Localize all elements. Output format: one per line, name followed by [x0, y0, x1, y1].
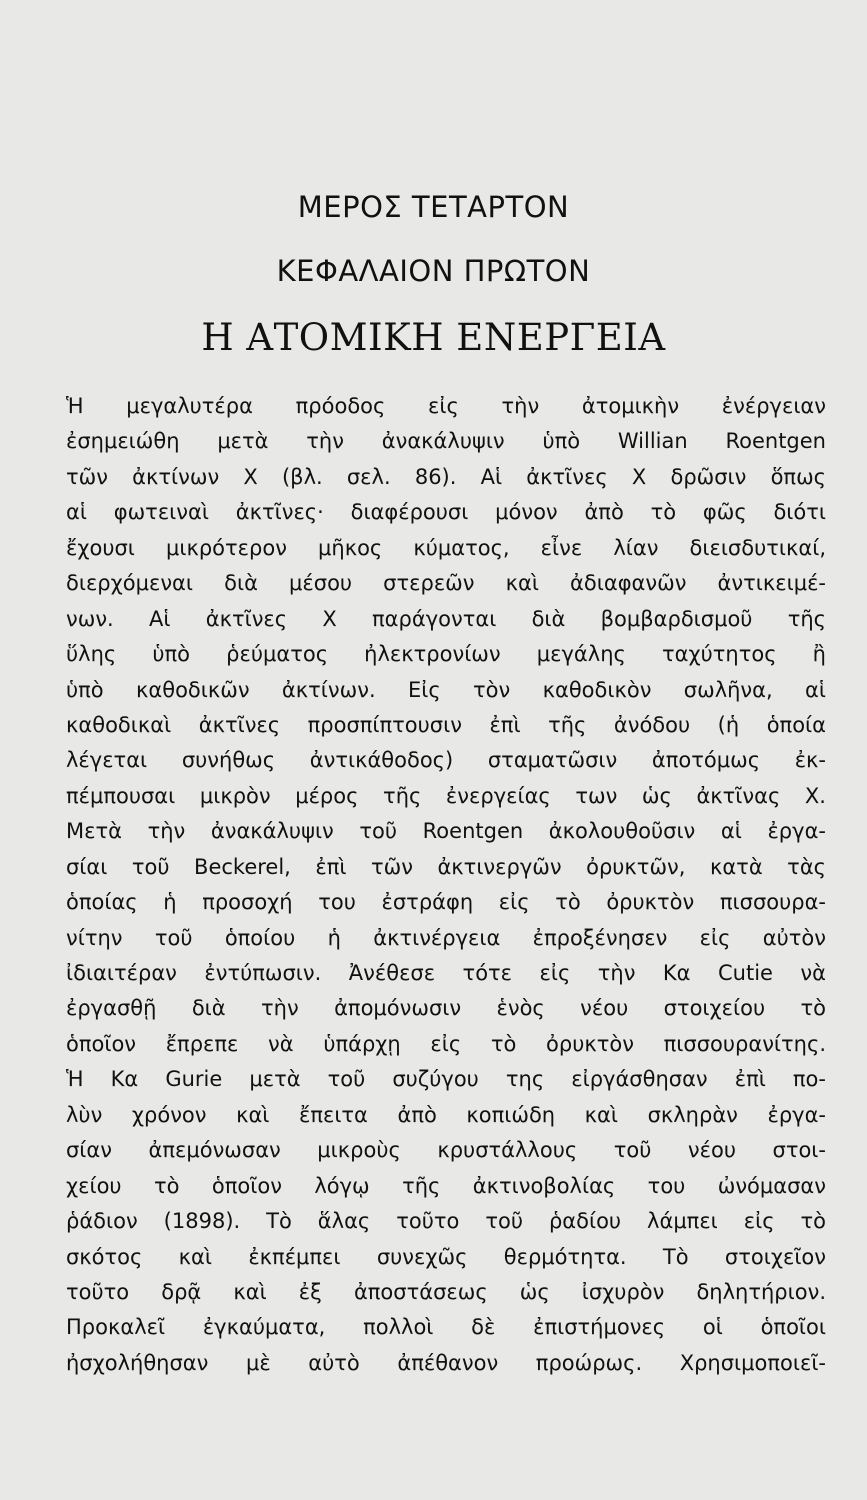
text-line: ὁποίας ἡ προσοχή του ἐστράφη εἰς τὸ ὀρυκτὸν πισσουρα-: [66, 890, 826, 915]
text-line: ὕλης ὑπὸ ῥεύματος ἠλεκτρονίων μεγάλης ταχύτητος ἢ: [66, 642, 826, 667]
text-line: ἐσημειώθη μετὰ τὴν ἀνακάλυψιν ὑπὸ Willian Roentgen: [66, 429, 826, 454]
text-line: Προκαλεῖ ἐγκαύματα, πολλοὶ δὲ ἐπιστήμονες οἱ ὁποῖοι: [66, 1315, 826, 1340]
text-line: ἔχουσι μικρότερον μῆκος κύματος, εἶνε λίαν διεισδυτικαί,: [66, 535, 826, 560]
text-line: σίαι τοῦ Beckerel, ἐπὶ τῶν ἀκτινεργῶν ὀρυκτῶν, κατὰ τὰς: [66, 854, 826, 879]
text-line: λὺν χρόνον καὶ ἔπειτα ἀπὸ κοπιώδη καὶ σκληρὰν ἐργα-: [66, 1102, 826, 1127]
body-text: [66, 389, 826, 1381]
text-line: σίαν ἀπεμόνωσαν μικροὺς κρυστάλλους τοῦ νέου στοι-: [66, 1138, 826, 1163]
text-line: νίτην τοῦ ὁποίου ἡ ἀκτινέργεια ἐπροξένησεν εἰς αὐτὸν: [66, 925, 826, 950]
text-line: διερχόμεναι διὰ μέσου στερεῶν καὶ ἀδιαφανῶν ἀντικειμέ-: [66, 571, 826, 596]
text-line: ῥάδιον (1898). Τὸ ἅλας τοῦτο τοῦ ῥαδίου λάμπει εἰς τὸ: [66, 1209, 826, 1234]
text-line: ὁποῖον ἔπρεπε νὰ ὑπάρχῃ εἰς τὸ ὀρυκτὸν πισσουρανίτης.: [66, 1031, 826, 1056]
text-line: ἠσχολήθησαν μὲ αὐτὸ ἀπέθανον προώρως. Χρησιμοποιεῖ-: [66, 1350, 826, 1375]
text-line: σκότος καὶ ἐκπέμπει συνεχῶς θερμότητα. Τὸ στοιχεῖον: [66, 1244, 826, 1269]
text-line: λέγεται συνήθως ἀντικάθοδος) σταματῶσιν ἀποτόμως ἐκ-: [66, 748, 826, 773]
text-line: ἰδιαιτέραν ἐντύπωσιν. Ἀνέθεσε τότε εἰς τὴν Κα Cutie νὰ: [66, 961, 826, 985]
text-line: ὑπὸ καθοδικῶν ἀκτίνων. Εἰς τὸν καθοδικὸν σωλῆνα, αἱ: [66, 677, 826, 702]
text-line: νων. Αἱ ἀκτῖνες Χ παράγονται διὰ βομβαρδισμοῦ τῆς: [66, 606, 826, 631]
text-line: Ἡ Κα Gurie μετὰ τοῦ συζύγου της εἰργάσθησαν ἐπὶ πο-: [66, 1067, 826, 1092]
main-title: Η ΑΤΟΜΙΚΗ ΕΝΕΡΓΕΙΑ: [201, 316, 666, 359]
text-line: Ἡ μεγαλυτέρα πρόοδος εἰς τὴν ἀτομικὴν ἐνέργειαν: [66, 394, 826, 418]
text-line: Μετὰ τὴν ἀνακάλυψιν τοῦ Roentgen ἀκολουθοῦσιν αἱ ἐργα-: [66, 819, 826, 844]
text-line: τῶν ἀκτίνων Χ (βλ. σελ. 86). Αἱ ἀκτῖνες Χ δρῶσιν ὅπως: [66, 464, 826, 489]
part-title: ΜΕΡΟΣ ΤΕΤΑΡΤΟΝ: [297, 190, 570, 224]
text-line: καθοδικαὶ ἀκτῖνες προσπίπτουσιν ἐπὶ τῆς ἀνόδου (ἡ ὁποία: [66, 712, 826, 737]
text-line: πέμπουσαι μικρὸν μέρος τῆς ἐνεργείας των ὡς ἀκτῖνας Χ.: [66, 783, 826, 808]
text-line: χείου τὸ ὁποῖον λόγῳ τῆς ἀκτινοβολίας του ὠνόμασαν: [66, 1173, 826, 1198]
text-line: ἐργασθῇ διὰ τὴν ἀπομόνωσιν ἑνὸς νέου στοιχείου τὸ: [66, 996, 826, 1021]
chapter-title: ΚΕΦΑΛΑΙΟΝ ΠΡΩΤΟΝ: [276, 254, 591, 288]
text-line: αἱ φωτειναὶ ἀκτῖνες· διαφέρουσι μόνον ἀπὸ τὸ φῶς διότι: [66, 500, 826, 525]
text-line: τοῦτο δρᾷ καὶ ἐξ ἀποστάσεως ὡς ἰσχυρὸν δηλητήριον.: [66, 1279, 826, 1304]
